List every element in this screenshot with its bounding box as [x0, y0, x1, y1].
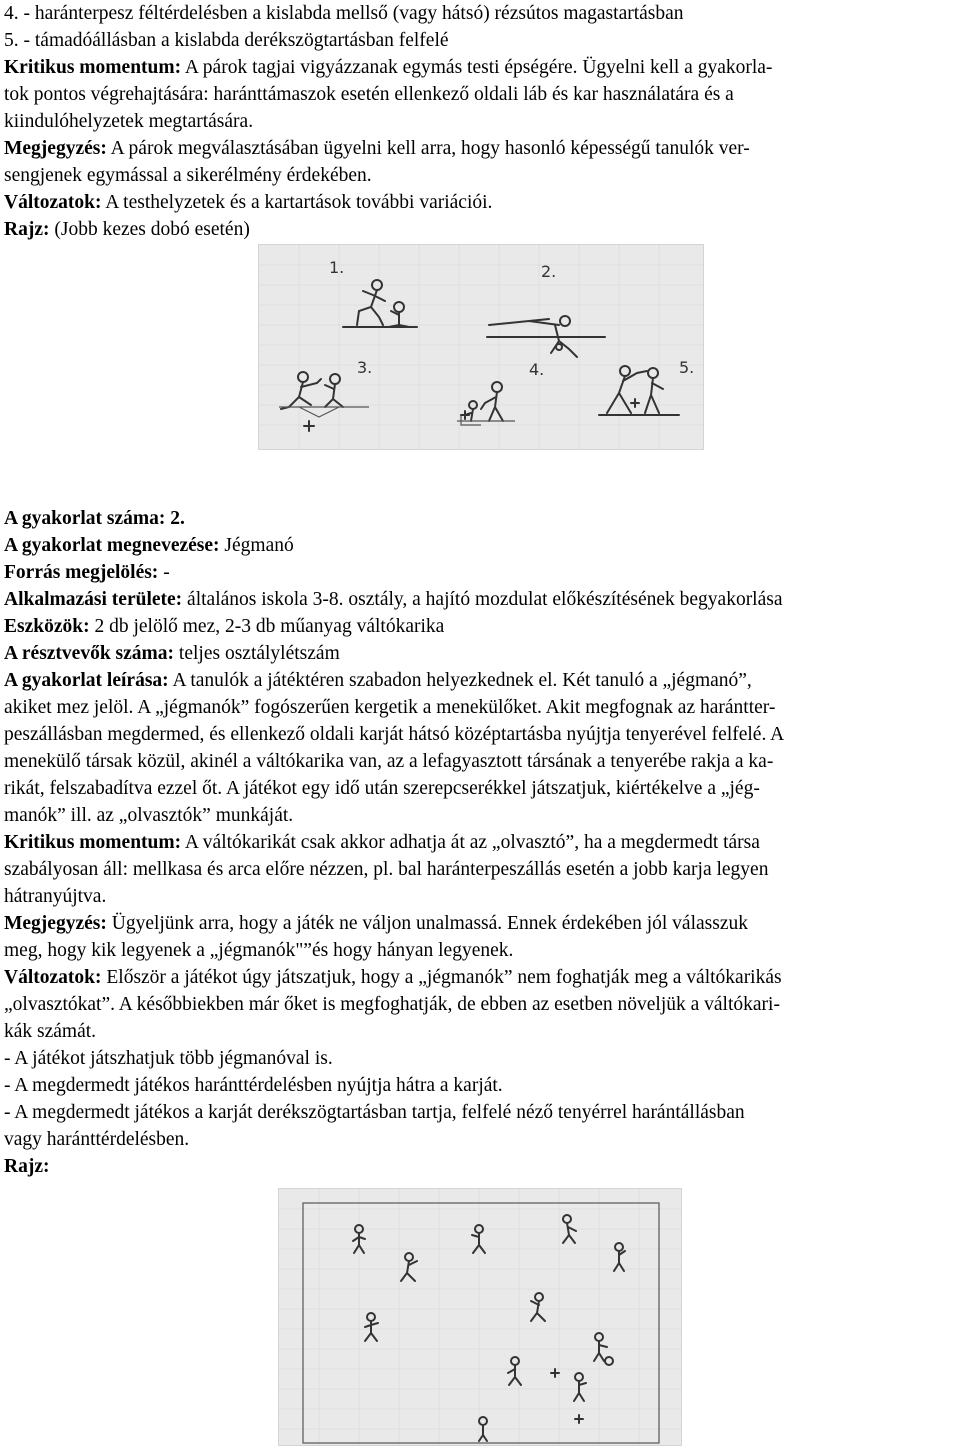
game-field-drawing-image	[278, 1188, 682, 1446]
exercise-description	[4, 667, 956, 829]
exercise-extra-2: - A megdermedt játékos haránttérdelésben nyújtja hátra a karját.	[4, 1075, 503, 1096]
variants-text: A testhelyzetek és a kartartások további variációi.	[101, 192, 493, 213]
exercise-description-label: A gyakorlat leírása:	[4, 670, 169, 691]
exercise-variants-text-1: Először a játékot úgy játszatjuk, hogy a „jégmanók” nem foghatják meg a váltókarikás	[101, 967, 782, 988]
game-field-drawing-svg	[279, 1189, 681, 1445]
exercise-number	[4, 505, 956, 532]
variants-paragraph	[4, 189, 956, 216]
note-paragraph	[4, 135, 956, 189]
exercise-name	[4, 532, 956, 559]
exercise-participants-label: A résztvevők száma:	[4, 643, 175, 664]
exercise-number-value: 2.	[165, 508, 185, 529]
note-label: Megjegyzés:	[4, 138, 107, 159]
critical-moment-label: Kritikus momentum:	[4, 57, 182, 78]
exercise-description-text-4: menekülő társak közül, akinél a váltókarika van, az a lefagyasztott társának a tenyerébe rakja a ka-	[4, 751, 774, 772]
exercise-variants	[4, 964, 956, 1045]
exercise-description-text-1: A tanulók a játéktéren szabadon helyezkednek el. Két tanuló a „jégmanó”,	[168, 670, 752, 691]
exercise-tools-value: 2 db jelölő mez, 2-3 db műanyag váltókarika	[89, 616, 445, 637]
critical-moment-paragraph	[4, 54, 956, 135]
note-text-1: A párok megválasztásában ügyelni kell arra, hogy hasonló képességű tanulók ver-	[106, 138, 750, 159]
exercise-description-text-3: peszállásban megdermed, és ellenkező oldali karját hátsó középtartásba nyújtja tenyerével felfelé. A	[4, 724, 785, 745]
drawing-label: Rajz:	[4, 219, 50, 240]
variants-label: Változatok:	[4, 192, 102, 213]
pose-figure-3	[279, 372, 369, 431]
exercise-area-value: általános iskola 3-8. osztály, a hajító mozdulat előkészítésének begyakorlása	[182, 589, 783, 610]
exercise-participants-value: teljes osztálylétszám	[174, 643, 340, 664]
exercise-source-value: -	[158, 562, 170, 583]
exercise-area	[4, 586, 956, 613]
pose-figure-1	[343, 280, 417, 327]
document-page	[4, 0, 956, 243]
exercise-2-section	[4, 505, 956, 1180]
exercise-drawing-label: Rajz:	[4, 1156, 50, 1177]
exercise-critical-text-1: A váltókarikát csak akkor adhatja át az „olvasztó”, ha a megdermedt társa	[181, 832, 760, 853]
exercise-extra-3-line-1: - A megdermedt játékos a karját derékszögtartásban tartja, felfelé néző tenyérrel harántállásban	[4, 1102, 745, 1123]
exercise-critical-text-2: szabályosan áll: mellkasa és arca előre nézzen, pl. bal haránterpeszállás esetén a jobb karja legyen	[4, 859, 769, 880]
list-item-4: 4. - haránterpesz féltérdelésben a kislabda mellső (vagy hátsó) rézsútos magastartásban	[4, 3, 684, 24]
exercise-tools-label: Eszközök:	[4, 616, 90, 637]
exercise-variants-text-2: „olvasztókat”. A későbbiekben már őket is megfoghatják, de ebben az esetben növeljük a váltókari-	[4, 994, 780, 1015]
exercise-note-text-2: meg, hogy kik legyenek a „jégmanók"”és hogy hányan legyenek.	[4, 940, 514, 961]
exercise-critical-text-3: hátranyújtva.	[4, 886, 107, 907]
exercise-variants-text-3: kák számát.	[4, 1021, 97, 1042]
exercise-name-label: A gyakorlat megnevezése:	[4, 535, 220, 556]
critical-moment-text-1: A párok tagjai vigyázzanak egymás testi épségére. Ügyelni kell a gyakorla-	[181, 57, 773, 78]
exercise-description-text-5: rikát, felszabadítva ezzel őt. A játékot egy idő után szerepcserékkel játszatjuk, kiértékelve a „jég-	[4, 778, 760, 799]
pose-figure-4	[457, 382, 515, 425]
exercise-number-label: A gyakorlat száma:	[4, 508, 166, 529]
exercise-variants-label: Változatok:	[4, 967, 102, 988]
drawing-caption	[4, 216, 956, 243]
exercise-area-label: Alkalmazási területe:	[4, 589, 183, 610]
pose-label-5: 5.	[679, 358, 695, 377]
exercise-source-label: Forrás megjelölés:	[4, 562, 159, 583]
exercise-name-value: Jégmanó	[219, 535, 294, 556]
exercise-description-text-6: manók” ill. az „olvasztók” munkáját.	[4, 805, 294, 826]
pose-drawing-image	[258, 244, 704, 450]
exercise-note-text-1: Ügyeljünk arra, hogy a játék ne váljon unalmassá. Ennek érdekében jól válasszuk	[106, 913, 748, 934]
critical-moment-text-2: tok pontos végrehajtására: haránttámaszok esetén ellenkező oldali láb és kar használatára és a	[4, 84, 734, 105]
critical-moment-text-3: kiindulóhelyzetek megtartására.	[4, 111, 254, 132]
exercise-note	[4, 910, 956, 964]
exercise-note-label: Megjegyzés:	[4, 913, 107, 934]
exercise-extra-3-line-2: vagy haránttérdelésben.	[4, 1129, 190, 1150]
pose-drawing-svg	[259, 245, 703, 449]
pose-figure-2	[487, 316, 605, 357]
exercise-extra-1: - A játékot játszhatjuk több jégmanóval is.	[4, 1048, 333, 1069]
pose-label-4: 4.	[529, 360, 545, 379]
pose-label-3: 3.	[357, 358, 373, 377]
list-item-5: 5. - támadóállásban a kislabda derékszögtartásban felfelé	[4, 30, 449, 51]
exercise-description-text-2: akiket mez jelöl. A „jégmanók” fogószerűen kergetik a menekülőket. Akit megfognak az harántter-	[4, 697, 776, 718]
exercise-critical-label: Kritikus momentum:	[4, 832, 182, 853]
exercise-tools	[4, 613, 956, 640]
exercise-participants	[4, 640, 956, 667]
exercise-source	[4, 559, 956, 586]
pose-label-1: 1.	[329, 258, 345, 277]
note-text-2: sengjenek egymással a sikerélmény érdekében.	[4, 165, 372, 186]
pose-figure-5	[599, 366, 679, 415]
exercise-critical-moment	[4, 829, 956, 910]
drawing-caption-text: (Jobb kezes dobó esetén)	[49, 219, 250, 240]
pose-label-2: 2.	[541, 262, 557, 281]
